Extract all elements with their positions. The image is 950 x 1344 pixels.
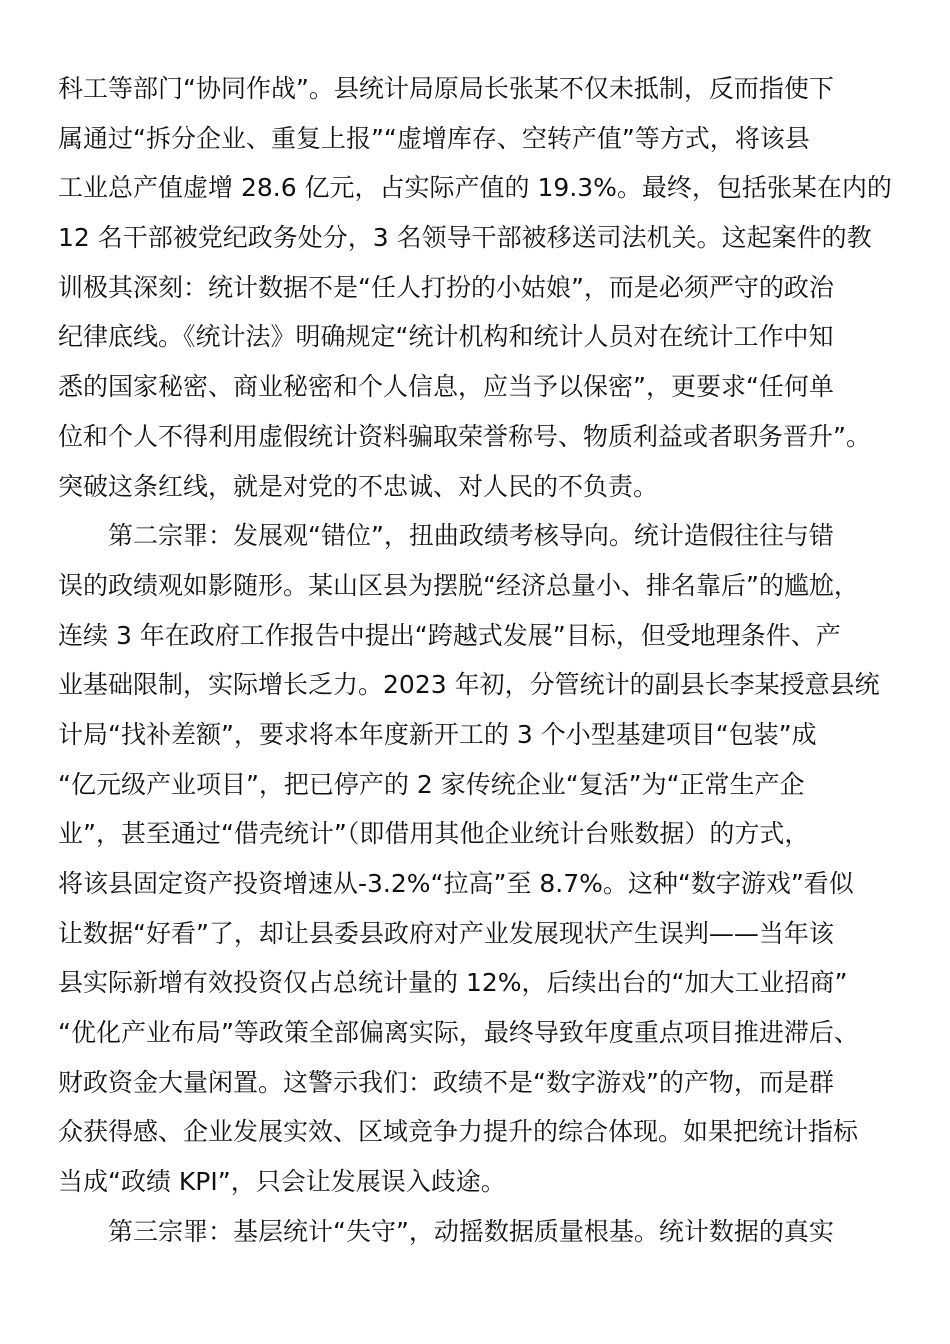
text-line-18: 让数据“好看”了，却让县委县政府对产业发展现状产生误判——当年该: [58, 918, 834, 948]
paragraph-start-third-sin: 第三宗罪：基层统计“失守”，动摇数据质量根基。统计数据的真实: [108, 1216, 834, 1246]
text-line-8: 位和个人不得利用虚假统计资料骗取荣誉称号、物质利益或者职务晋升”。: [58, 421, 871, 451]
text-line-7: 悉的国家秘密、商业秘密和个人信息，应当予以保密”，更要求“任何单: [58, 372, 834, 402]
text-line-5: 训极其深刻：统计数据不是“任人打扮的小姑娘”，而是必须严守的政治: [58, 272, 834, 302]
text-line-9: 突破这条红线，就是对党的不忠诚、对人民的不负责。: [58, 471, 659, 501]
text-line-16: 业”，甚至通过“借壳统计”（即借用其他企业统计台账数据）的方式，: [58, 819, 810, 849]
text-line-14: 计局“找补差额”，要求将本年度新开工的 3 个小型基建项目“包装”成: [58, 719, 817, 749]
text-line-6: 纪律底线。《统计法》明确规定“统计机构和统计人员对在统计工作中知: [58, 322, 834, 352]
text-line-3: 工业总产值虚增 28.6 亿元，占实际产值的 19.3%。最终，包括张某在内的: [58, 173, 892, 203]
text-line-19: 县实际新增有效投资仅占总统计量的 12%，后续出台的“加大工业招商”: [58, 968, 848, 998]
text-line-20: “优化产业布局”等政策全部偏离实际，最终导致年度重点项目推进滞后、: [58, 1018, 859, 1048]
text-line-15: “亿元级产业项目”，把已停产的 2 家传统企业“复活”为“正常生产企: [58, 769, 805, 799]
text-line-2: 属通过“拆分企业、重复上报”“虚增库存、空转产值”等方式，将该县: [58, 123, 810, 153]
document-body: [58, 64, 894, 1257]
text-line-1: 科工等部门“协同作战”。县统计局原局长张某不仅未抵制，反而指使下: [58, 74, 834, 103]
text-line-17: 将该县固定资产投资增速从-3.2%“拉高”至 8.7%。这种“数字游戏”看似: [58, 869, 854, 898]
text-line-4: 12 名干部被党纪政务处分，3 名领导干部被移送司法机关。这起案件的教: [58, 223, 872, 253]
text-line-11: 误的政绩观如影随形。某山区县为摆脱“经济总量小、排名靠后”的尴尬，: [58, 570, 859, 600]
text-line-12: 连续 3 年在政府工作报告中提出“跨越式发展”目标，但受地理条件、产: [58, 620, 841, 650]
text-line-23: 当成“政绩 KPI”，只会让发展误入歧途。: [58, 1167, 506, 1197]
text-line-22: 众获得感、企业发展实效、区域竞争力提升的综合体现。如果把统计指标: [58, 1117, 859, 1147]
paragraph-start-second-sin: 第二宗罪：发展观“错位”，扭曲政绩考核导向。统计造假往往与错: [108, 521, 834, 551]
text-line-13: 业基础限制，实际增长乏力。2023 年初，分管统计的副县长李某授意县统: [58, 670, 880, 700]
text-line-21: 财政资金大量闲置。这警示我们：政绩不是“数字游戏”的产物，而是群: [58, 1067, 834, 1097]
